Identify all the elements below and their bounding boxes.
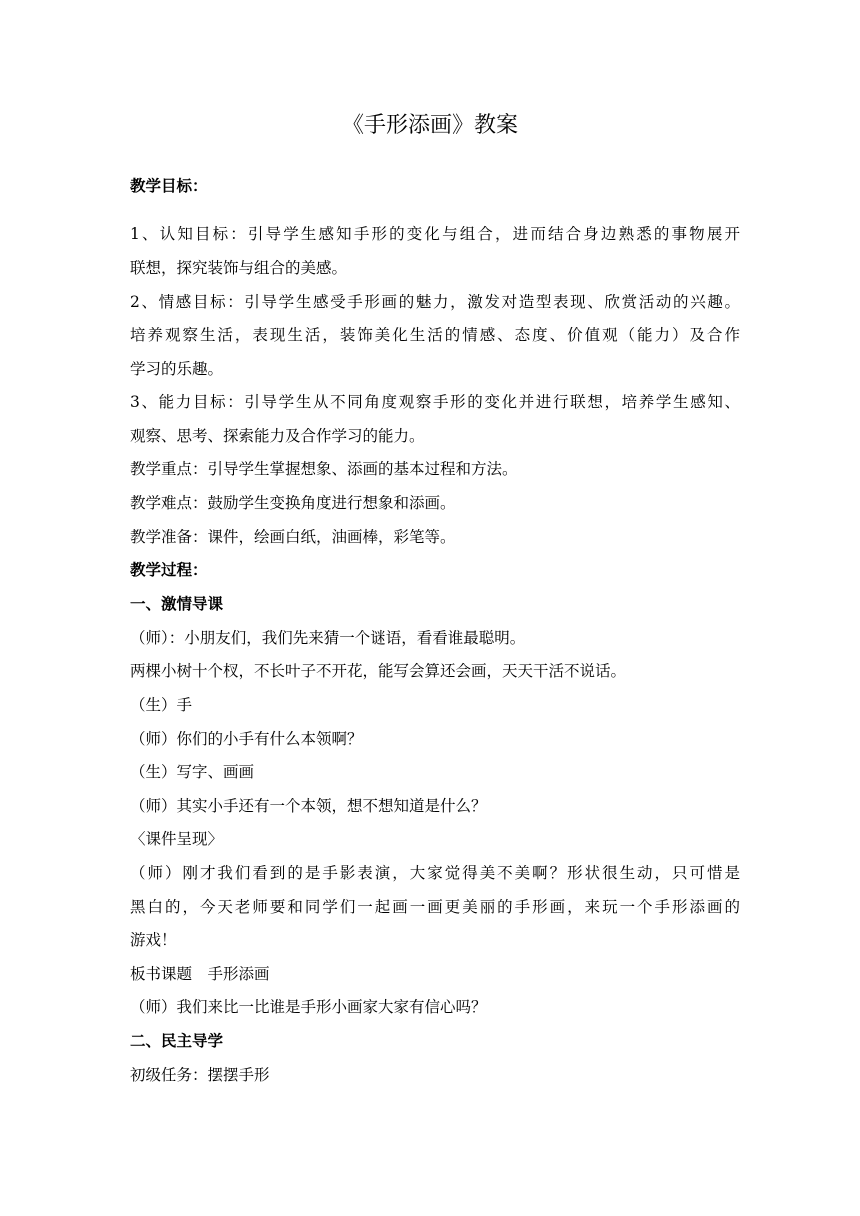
document-title: 《手形添画》教案 (341, 113, 518, 138)
paragraph-line: 观察、思考、探索能力及合作学习的能力。 (130, 427, 425, 445)
paragraph-line: 3、能力目标：引导学生从不同角度观察手形的变化并进行联想，培养学生感知、 (130, 393, 740, 411)
paragraph-line: 1、认知目标：引导学生感知手形的变化与组合，进而结合身边熟悉的事物展开 (130, 225, 740, 243)
paragraph-line: 教学准备：课件，绘画白纸，油画棒，彩笔等。 (130, 528, 456, 546)
paragraph-line: （师）我们来比一比谁是手形小画家大家有信心吗？ (130, 998, 487, 1016)
paragraph-line: 培养观察生活，表现生活，装饰美化生活的情感、态度、价值观（能力）及合作 (130, 326, 740, 344)
paragraph-line: 教学难点：鼓励学生变换角度进行想象和添画。 (130, 494, 456, 512)
paragraph-line: 黑白的，今天老师要和同学们一起画一画更美丽的手形画，来玩一个手形添画的 (130, 898, 740, 916)
paragraph-line: 学习的乐趣。 (130, 360, 224, 378)
paragraph-line: 〈课件呈现〉 (130, 830, 224, 848)
paragraph-line: 2、情感目标：引导学生感受手形画的魅力，激发对造型表现、欣赏活动的兴趣。 (130, 293, 740, 311)
paragraph-line: （师）其实小手还有一个本领，想不想知道是什么？ (130, 797, 487, 815)
paragraph-line: 联想，探究装饰与组合的美感。 (130, 259, 348, 277)
paragraph-line: 教学重点：引导学生掌握想象、添画的基本过程和方法。 (130, 460, 518, 478)
paragraph-line: （师）你们的小手有什么本领啊？ (130, 730, 363, 748)
heading-teaching-goals: 教学目标： (130, 176, 208, 195)
heading-teaching-process: 教学过程： (130, 560, 208, 579)
section-heading-1: 一、激情导课 (130, 594, 224, 613)
paragraph-line: 两棵小树十个杈，不长叶子不开花，能写会算还会画，天天干活不说话。 (130, 662, 627, 680)
paragraph-line: （师）：小朋友们，我们先来猜一个谜语，看看谁最聪明。 (130, 629, 526, 647)
paragraph-line: （生）手 (130, 696, 193, 714)
paragraph-line: 游戏！ (130, 931, 177, 949)
paragraph-line: 板书课题 手形添画 (130, 965, 270, 983)
section-heading-2: 二、民主导学 (130, 1031, 224, 1050)
paragraph-line: （师）刚才我们看到的是手影表演，大家觉得美不美啊？形状很生动，只可惜是 (130, 864, 740, 882)
paragraph-line: 初级任务：摆摆手形 (130, 1066, 270, 1084)
paragraph-line: （生）写字、画画 (130, 763, 255, 781)
